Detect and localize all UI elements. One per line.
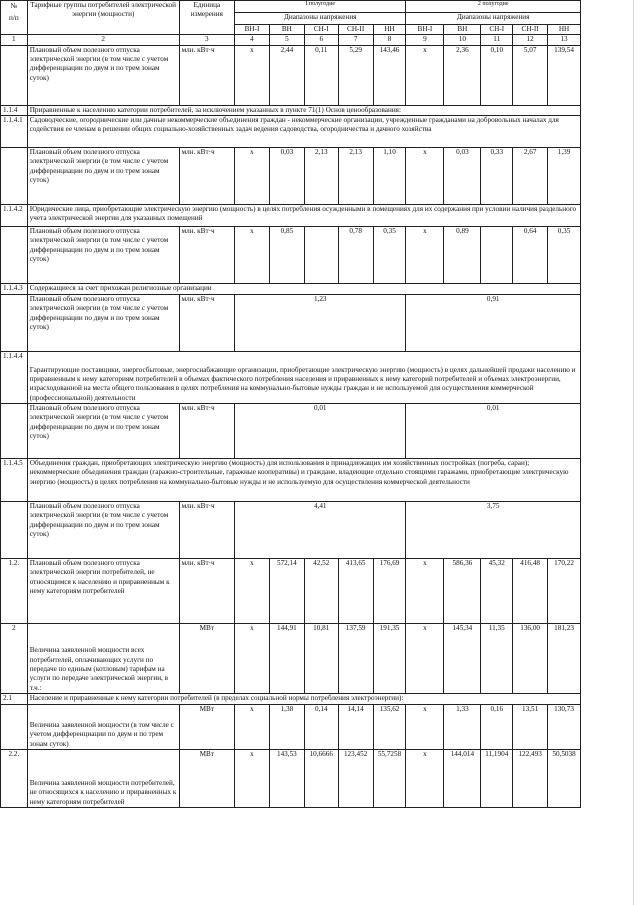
- section-row: [1, 205, 581, 227]
- section-title: Юридические лица, приобретающие электрическую энергию (мощность) в целях потребления осужденными в помещениях для их содержания при условии наличия раздельного учета электрической энергии для указанных помещений: [27, 205, 580, 227]
- value-cell: 0,91: [406, 295, 581, 352]
- value-cell: 136,00: [513, 624, 548, 694]
- section-title: Гарантирующие поставщики, энергосбытовые, энергоснабжающие организации, приобретающие электрическую энергию (мощность) в целях дальнейшей продажи населению и приравненным к нему категориям потребителей в объемах фактического потребления населения и приравненных к нему категорий потребителей и объемах электроэнергии, израсходованной на места общего пользования в целях потребления на коммунально-бытовые нужды граждан и не используемой для осуществления коммерческой (профессиональной) деятельности: [27, 352, 580, 404]
- col-num: 10: [444, 35, 481, 45]
- section-row: [1, 459, 581, 502]
- table-row: [1, 502, 581, 559]
- row-label: Плановый объем полезного отпуска электрической энергии (в том числе с учетом дифференциации по двум и по трем зонам суток): [27, 45, 179, 105]
- table-row: [1, 227, 581, 284]
- value-cell: 191,35: [373, 624, 406, 694]
- section-row: [1, 116, 581, 148]
- value-cell: 0,85: [269, 227, 304, 284]
- volt-label: СН-I: [481, 25, 513, 35]
- value-cell: x: [406, 705, 444, 750]
- value-cell: 45,32: [481, 559, 513, 624]
- value-cell: x: [406, 624, 444, 694]
- value-cell: 0,35: [548, 227, 581, 284]
- value-cell: 42,52: [304, 559, 338, 624]
- row-label: Величина заявленной мощности потребителей, не относящихся к населению и приравненных к нему категориям потребителей: [27, 750, 179, 808]
- row-label: Величина заявленной мощности всех потребителей, оплачивающих услуги по передаче по единым (котловым) тарифам на услуги по передаче электрической энергии, в т.ч.:: [27, 624, 179, 694]
- col-num: 13: [548, 35, 581, 45]
- value-cell: 2,36: [444, 45, 481, 105]
- value-cell: 5,07: [513, 45, 548, 105]
- table-row: [1, 750, 581, 808]
- value-cell: 181,23: [548, 624, 581, 694]
- table-row: [1, 624, 581, 694]
- col-num: 12: [513, 35, 548, 45]
- section-row: [1, 694, 581, 705]
- col-num: 8: [373, 35, 406, 45]
- row-number: 1.2.: [1, 559, 28, 624]
- section-row: [1, 284, 581, 295]
- col-num: 3: [179, 35, 234, 45]
- col-num: 11: [481, 35, 513, 45]
- row-label: Величина заявленной мощности (в том числе с учетом дифференциации по двум и по трем зонам суток): [27, 705, 179, 750]
- row-label: Плановый объем полезного отпуска электрической энергии (в том числе с учетом дифференциации по двум и по трем зонам суток): [27, 404, 179, 459]
- value-cell: 5,29: [338, 45, 373, 105]
- value-cell: 0,03: [444, 148, 481, 205]
- value-cell: 135,62: [373, 705, 406, 750]
- section-row: [1, 352, 581, 404]
- value-cell: 143,53: [269, 750, 304, 808]
- volt-label: НН: [548, 25, 581, 35]
- value-cell: 170,22: [548, 559, 581, 624]
- value-cell: x: [235, 705, 270, 750]
- col-num: 1: [1, 35, 28, 45]
- value-cell: x: [235, 148, 270, 205]
- column-number-row: [1, 35, 581, 45]
- value-cell: 0,78: [338, 227, 373, 284]
- section-title: Приравненные к населению категории потребителей, за исключением указанных в пункте 71(1) Основ ценообразования:: [27, 105, 580, 115]
- row-number: 1.1.4.3: [1, 284, 28, 295]
- section-title: Садоводческие, огороднические или дачные некоммерческие объединения граждан - некоммерческие организации, учрежденные гражданами на добровольных началах для содействия ее членам в решении общих социально-хозяйственных задач ведения садоводства, огородничества и дачного хозяйства: [27, 116, 580, 148]
- section-title: Содержащиеся за счет прихожан религиозные организации: [27, 284, 580, 295]
- value-cell: x: [235, 624, 270, 694]
- unit-cell: млн. кВт·ч: [179, 295, 234, 352]
- col-num: 2: [27, 35, 179, 45]
- value-cell: 145,34: [444, 624, 481, 694]
- volt-label: ВН-I: [235, 25, 270, 35]
- value-cell: 137,59: [338, 624, 373, 694]
- value-cell: 123,452: [338, 750, 373, 808]
- value-cell: 0,10: [481, 45, 513, 105]
- value-cell: 0,33: [481, 148, 513, 205]
- table-row: [1, 295, 581, 352]
- value-cell: x: [406, 227, 444, 284]
- row-label: Плановый объем полезного отпуска электрической энергии (в том числе с учетом дифференциации по двум и по трем зонам суток): [27, 227, 179, 284]
- header-half2: 2 полугодие: [406, 1, 581, 13]
- unit-cell: млн. кВт·ч: [179, 559, 234, 624]
- value-cell: 2,44: [269, 45, 304, 105]
- header-unit: Единица измерения: [179, 1, 234, 35]
- value-cell: 0,16: [481, 705, 513, 750]
- value-cell: 1,38: [269, 705, 304, 750]
- row-number: 2: [1, 624, 28, 694]
- volt-label: ВН: [444, 25, 481, 35]
- value-cell: x: [235, 750, 270, 808]
- table-row: [1, 559, 581, 624]
- value-cell: 143,46: [373, 45, 406, 105]
- row-number: 2.2.: [1, 750, 28, 808]
- value-cell: 1,23: [235, 295, 406, 352]
- unit-cell: млн. кВт·ч: [179, 45, 234, 105]
- value-cell: 1,39: [548, 148, 581, 205]
- unit-cell: млн. кВт·ч: [179, 148, 234, 205]
- value-cell: 10,6666: [304, 750, 338, 808]
- volt-label: ВН: [269, 25, 304, 35]
- col-num: 9: [406, 35, 444, 45]
- value-cell: x: [235, 45, 270, 105]
- header-no: № п/п: [1, 1, 28, 35]
- value-cell: 3,75: [406, 502, 581, 559]
- value-cell: 586,36: [444, 559, 481, 624]
- row-label: Плановый объем полезного отпуска электрической энергии потребителей, не относящимся к населению и приравненным к нему категориям потребителей: [27, 559, 179, 624]
- value-cell: x: [406, 45, 444, 105]
- row-number: 1.1.4.4: [1, 352, 28, 404]
- value-cell: x: [235, 559, 270, 624]
- value-cell: 572,14: [269, 559, 304, 624]
- header-half1: I полугодие: [235, 1, 406, 13]
- value-cell: 55,7258: [373, 750, 406, 808]
- volt-label: НН: [373, 25, 406, 35]
- value-cell: 0,01: [406, 404, 581, 459]
- header-group: Тарифные группы потребителей электрической энергии (мощности): [27, 1, 179, 35]
- value-cell: x: [406, 559, 444, 624]
- row-number: 1.1.4.2: [1, 205, 28, 227]
- scan-edge-line: [633, 0, 634, 905]
- value-cell: 10,81: [304, 624, 338, 694]
- section-title: Население и приравненные к нему категории потребителей (в пределах социальной нормы потребления электроэнергии):: [27, 694, 580, 705]
- value-cell: 122,493: [513, 750, 548, 808]
- value-cell: 0,11: [304, 45, 338, 105]
- value-cell: 2,67: [513, 148, 548, 205]
- value-cell: 416,48: [513, 559, 548, 624]
- value-cell: 139,54: [548, 45, 581, 105]
- section-title: Объединения граждан, приобретающих электрическую энергию (мощность) для использования в принадлежащих им хозяйственных постройках (погреба, сараи); некоммерческие объединения граждан (гаражно-строительные, гаражные кооперативы) и граждане, владеющие отдельно стоящими гаражами, приобретающие электрическую энергию (мощность) в целях потребления на коммунально-бытовые нужды и не используемую для осуществления коммерческой деятельности: [27, 459, 580, 502]
- section-row: [1, 105, 581, 115]
- value-cell: 13,51: [513, 705, 548, 750]
- value-cell: 0,03: [269, 148, 304, 205]
- value-cell: 0,01: [235, 404, 406, 459]
- value-cell: 11,35: [481, 624, 513, 694]
- volt-label: СН-II: [513, 25, 548, 35]
- header-ranges-1: Диапазоны напряжения: [235, 13, 406, 25]
- row-number: 1.1.4: [1, 105, 28, 115]
- volt-label: ВН-I: [406, 25, 444, 35]
- col-num: 4: [235, 35, 270, 45]
- row-label: Плановый объем полезного отпуска электрической энергии (в том числе с учетом дифференциации по двум и по трем зонам суток): [27, 148, 179, 205]
- col-num: 7: [338, 35, 373, 45]
- value-cell: 413,65: [338, 559, 373, 624]
- value-cell: 144,91: [269, 624, 304, 694]
- row-number: 1.1.4.1: [1, 116, 28, 148]
- value-cell: 0,89: [444, 227, 481, 284]
- value-cell: 2,13: [338, 148, 373, 205]
- header-ranges-2: Диапазоны напряжения: [406, 13, 581, 25]
- value-cell: x: [406, 148, 444, 205]
- value-cell: x: [406, 750, 444, 808]
- value-cell: 0,35: [373, 227, 406, 284]
- unit-cell: МВт: [179, 624, 234, 694]
- value-cell: 4,41: [235, 502, 406, 559]
- row-number: 1.1.4.5: [1, 459, 28, 502]
- header-row-1: [1, 1, 581, 13]
- unit-cell: МВт: [179, 750, 234, 808]
- unit-cell: млн. кВт·ч: [179, 227, 234, 284]
- value-cell: 50,5038: [548, 750, 581, 808]
- value-cell: 130,73: [548, 705, 581, 750]
- unit-cell: млн. кВт·ч: [179, 502, 234, 559]
- table-row: [1, 404, 581, 459]
- value-cell: 2,13: [304, 148, 338, 205]
- value-cell: 14,14: [338, 705, 373, 750]
- value-cell: 144,014: [444, 750, 481, 808]
- row-label: Плановый объем полезного отпуска электрической энергии (в том числе с учетом дифференциации по двум и по трем зонам суток): [27, 295, 179, 352]
- volt-label: СН-I: [304, 25, 338, 35]
- value-cell: 0,14: [304, 705, 338, 750]
- value-cell: 0,64: [513, 227, 548, 284]
- row-label: Плановый объем полезного отпуска электрической энергии (в том числе с учетом дифференциации по двум и по трем зонам суток): [27, 502, 179, 559]
- col-num: 5: [269, 35, 304, 45]
- value-cell: 176,69: [373, 559, 406, 624]
- value-cell: 1,33: [444, 705, 481, 750]
- col-num: 6: [304, 35, 338, 45]
- table-row: [1, 45, 581, 105]
- value-cell: 1,10: [373, 148, 406, 205]
- row-number: 2.1: [1, 694, 28, 705]
- table-row: [1, 705, 581, 750]
- unit-cell: млн. кВт·ч: [179, 404, 234, 459]
- value-cell: x: [235, 227, 270, 284]
- value-cell: 11,1904: [481, 750, 513, 808]
- table-row: [1, 148, 581, 205]
- unit-cell: МВт: [179, 705, 234, 750]
- volt-label: СН-II: [338, 25, 373, 35]
